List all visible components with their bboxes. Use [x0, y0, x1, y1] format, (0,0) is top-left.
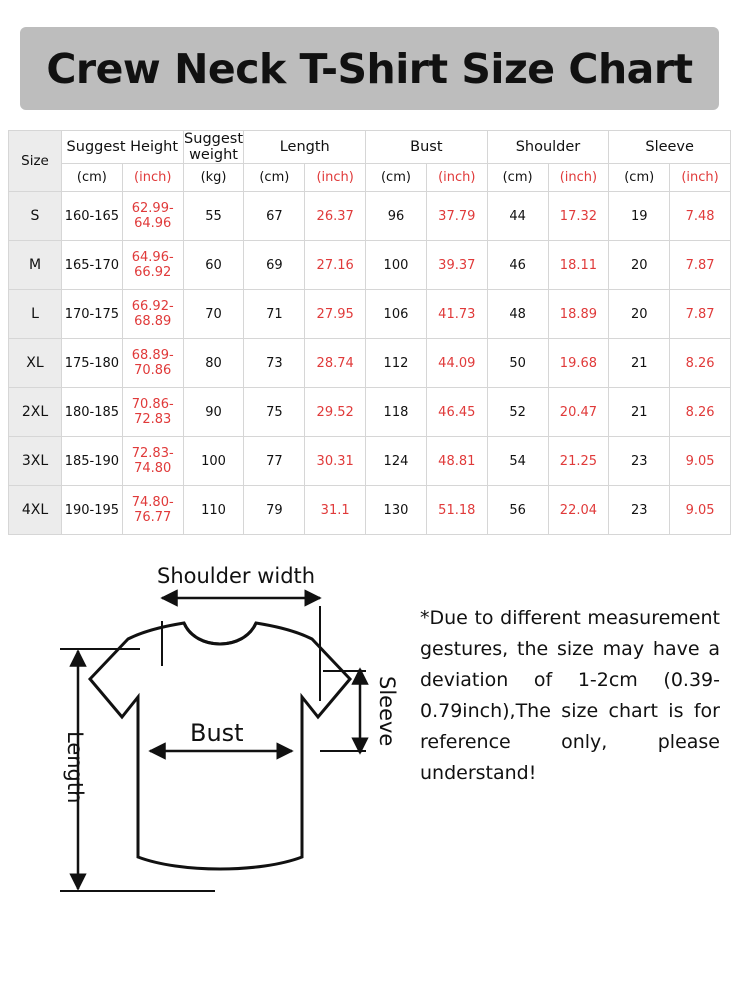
cell-length-inch: 28.74	[305, 339, 366, 388]
bust-label: Bust	[190, 719, 244, 747]
cell-shoulder-inch: 21.25	[548, 437, 609, 486]
column-header-bust: Bust	[366, 131, 488, 164]
column-header-size: Size	[9, 131, 62, 192]
cell-bust-cm: 112	[366, 339, 427, 388]
cell-height-inch: 70.86-72.83	[122, 388, 183, 437]
unit-height-cm: (cm)	[62, 164, 123, 192]
cell-height-cm: 185-190	[62, 437, 123, 486]
cell-sleeve-cm: 23	[609, 486, 670, 535]
cell-length-inch: 30.31	[305, 437, 366, 486]
header-row-groups	[9, 131, 731, 164]
cell-bust-cm: 130	[366, 486, 427, 535]
column-header-suggest-height: Suggest Height	[62, 131, 184, 164]
cell-weight-kg: 100	[183, 437, 244, 486]
cell-bust-inch: 37.79	[426, 192, 487, 241]
cell-sleeve-cm: 20	[609, 290, 670, 339]
table-header	[9, 131, 731, 192]
size-table	[8, 130, 731, 535]
cell-bust-cm: 100	[366, 241, 427, 290]
cell-bust-cm: 106	[366, 290, 427, 339]
cell-sleeve-inch: 7.87	[670, 290, 731, 339]
cell-bust-inch: 51.18	[426, 486, 487, 535]
unit-length-cm: (cm)	[244, 164, 305, 192]
measurement-note: *Due to different measurement gestures, the size may have a deviation of 1-2cm (0.39-0.79inch),The size chart is for reference only, please understand!	[420, 607, 720, 784]
cell-length-inch: 27.95	[305, 290, 366, 339]
cell-sleeve-inch: 7.48	[670, 192, 731, 241]
cell-shoulder-cm: 48	[487, 290, 548, 339]
table-row	[9, 241, 731, 290]
cell-sleeve-cm: 21	[609, 339, 670, 388]
column-header-sleeve: Sleeve	[609, 131, 731, 164]
unit-bust-inch: (inch)	[426, 164, 487, 192]
cell-shoulder-cm: 46	[487, 241, 548, 290]
unit-weight-kg: (kg)	[183, 164, 244, 192]
table-row	[9, 290, 731, 339]
cell-sleeve-inch: 9.05	[670, 486, 731, 535]
cell-size: M	[9, 241, 62, 290]
cell-height-cm: 175-180	[62, 339, 123, 388]
size-chart-page	[0, 27, 739, 982]
cell-length-cm: 71	[244, 290, 305, 339]
cell-length-inch: 29.52	[305, 388, 366, 437]
title-banner	[20, 27, 719, 110]
cell-shoulder-cm: 52	[487, 388, 548, 437]
cell-sleeve-inch: 8.26	[670, 388, 731, 437]
table-row	[9, 437, 731, 486]
tshirt-diagram-svg	[30, 551, 410, 931]
cell-length-cm: 79	[244, 486, 305, 535]
cell-size: L	[9, 290, 62, 339]
unit-bust-cm: (cm)	[366, 164, 427, 192]
unit-shoulder-cm: (cm)	[487, 164, 548, 192]
header-row-units	[9, 164, 731, 192]
cell-height-inch: 66.92-68.89	[122, 290, 183, 339]
cell-weight-kg: 55	[183, 192, 244, 241]
cell-bust-inch: 44.09	[426, 339, 487, 388]
cell-height-cm: 180-185	[62, 388, 123, 437]
column-header-suggest-weight: Suggest weight	[184, 131, 244, 163]
unit-height-inch: (inch)	[122, 164, 183, 192]
cell-weight-kg: 110	[183, 486, 244, 535]
cell-weight-kg: 90	[183, 388, 244, 437]
cell-shoulder-inch: 22.04	[548, 486, 609, 535]
cell-length-cm: 73	[244, 339, 305, 388]
cell-bust-cm: 96	[366, 192, 427, 241]
cell-length-inch: 31.1	[305, 486, 366, 535]
cell-bust-inch: 39.37	[426, 241, 487, 290]
cell-shoulder-inch: 17.32	[548, 192, 609, 241]
cell-length-inch: 26.37	[305, 192, 366, 241]
cell-bust-inch: 41.73	[426, 290, 487, 339]
cell-shoulder-cm: 56	[487, 486, 548, 535]
cell-length-cm: 69	[244, 241, 305, 290]
cell-bust-cm: 124	[366, 437, 427, 486]
cell-size: XL	[9, 339, 62, 388]
cell-shoulder-inch: 18.11	[548, 241, 609, 290]
cell-weight-kg: 80	[183, 339, 244, 388]
cell-bust-inch: 48.81	[426, 437, 487, 486]
cell-sleeve-cm: 21	[609, 388, 670, 437]
cell-height-inch: 74.80-76.77	[122, 486, 183, 535]
cell-size: 2XL	[9, 388, 62, 437]
cell-weight-kg: 70	[183, 290, 244, 339]
cell-height-cm: 190-195	[62, 486, 123, 535]
cell-length-cm: 67	[244, 192, 305, 241]
cell-size: S	[9, 192, 62, 241]
shoulder-width-label: Shoulder width	[157, 564, 316, 588]
cell-bust-cm: 118	[366, 388, 427, 437]
cell-sleeve-cm: 23	[609, 437, 670, 486]
table-row	[9, 192, 731, 241]
cell-bust-inch: 46.45	[426, 388, 487, 437]
cell-height-inch: 64.96-66.92	[122, 241, 183, 290]
table-row	[9, 339, 731, 388]
tshirt-measurement-diagram	[30, 551, 410, 931]
cell-length-cm: 77	[244, 437, 305, 486]
cell-shoulder-cm: 54	[487, 437, 548, 486]
cell-sleeve-inch: 9.05	[670, 437, 731, 486]
cell-sleeve-inch: 7.87	[670, 241, 731, 290]
bottom-section	[0, 551, 739, 941]
table-row	[9, 486, 731, 535]
cell-sleeve-cm: 19	[609, 192, 670, 241]
cell-shoulder-inch: 19.68	[548, 339, 609, 388]
unit-sleeve-cm: (cm)	[609, 164, 670, 192]
cell-sleeve-inch: 8.26	[670, 339, 731, 388]
cell-shoulder-cm: 44	[487, 192, 548, 241]
table-body	[9, 192, 731, 535]
cell-shoulder-inch: 18.89	[548, 290, 609, 339]
cell-size: 3XL	[9, 437, 62, 486]
column-header-length: Length	[244, 131, 366, 164]
cell-shoulder-cm: 50	[487, 339, 548, 388]
size-table-container	[8, 130, 731, 535]
cell-height-cm: 165-170	[62, 241, 123, 290]
page-title: Crew Neck T-Shirt Size Chart	[46, 44, 693, 93]
cell-height-cm: 170-175	[62, 290, 123, 339]
cell-length-cm: 75	[244, 388, 305, 437]
unit-shoulder-inch: (inch)	[548, 164, 609, 192]
cell-size: 4XL	[9, 486, 62, 535]
cell-shoulder-inch: 20.47	[548, 388, 609, 437]
cell-height-inch: 62.99-64.96	[122, 192, 183, 241]
cell-height-inch: 72.83-74.80	[122, 437, 183, 486]
unit-length-inch: (inch)	[305, 164, 366, 192]
unit-sleeve-inch: (inch)	[670, 164, 731, 192]
cell-sleeve-cm: 20	[609, 241, 670, 290]
cell-length-inch: 27.16	[305, 241, 366, 290]
cell-height-inch: 68.89-70.86	[122, 339, 183, 388]
cell-weight-kg: 60	[183, 241, 244, 290]
length-label: Length	[63, 731, 87, 804]
column-header-shoulder: Shoulder	[487, 131, 609, 164]
sleeve-label: Sleeve	[375, 676, 399, 747]
table-row	[9, 388, 731, 437]
cell-height-cm: 160-165	[62, 192, 123, 241]
